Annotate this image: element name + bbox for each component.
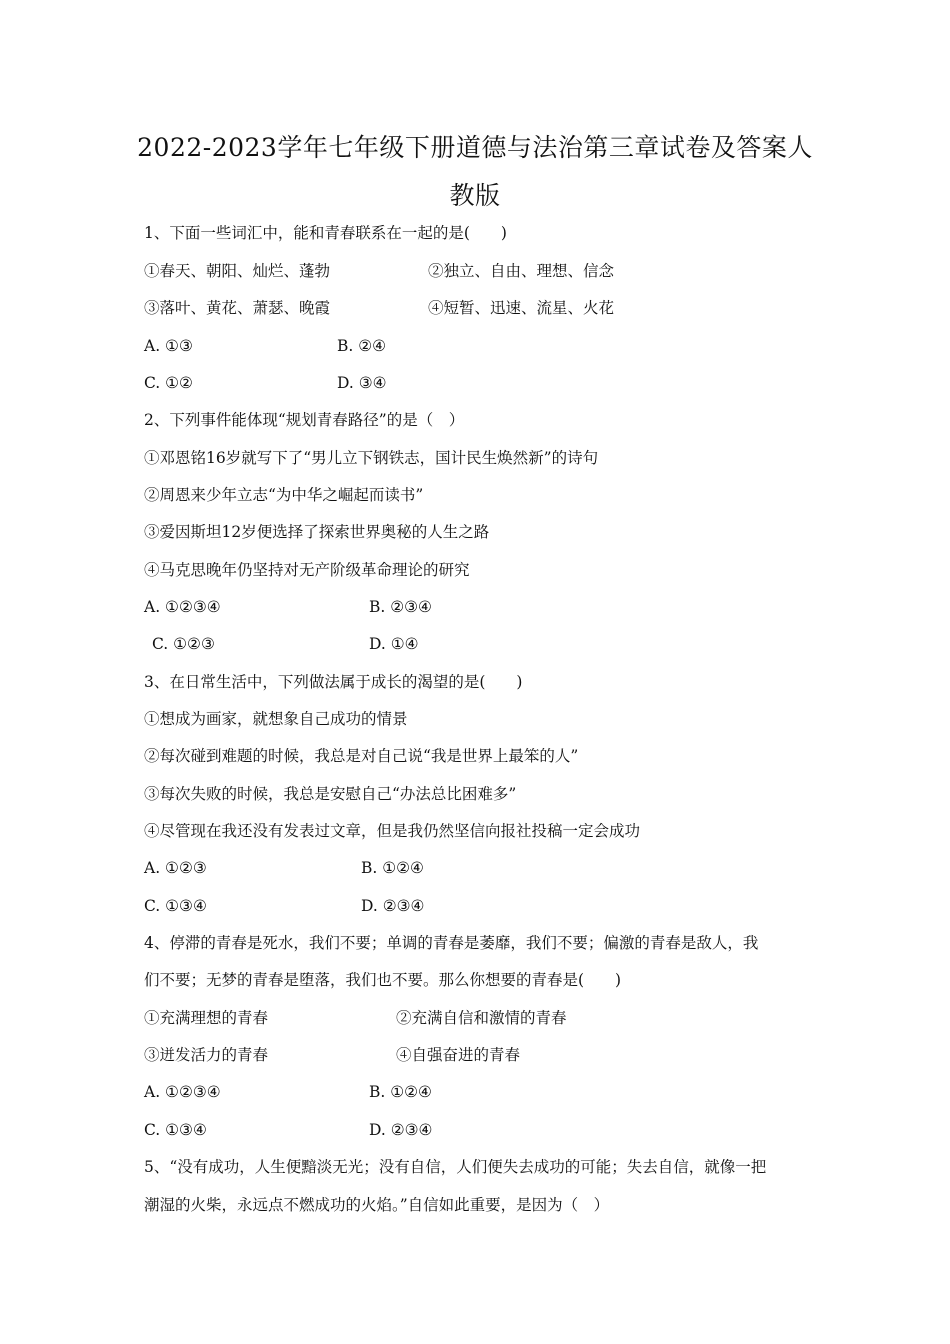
question-1-option-a: A. ①③ <box>144 337 193 355</box>
question-5-stem-line-2: 潮湿的火柴，永远点不燃成功的火焰。”自信如此重要，是因为（ ） <box>144 1196 610 1214</box>
question-4-option-c: C. ①③④ <box>144 1121 207 1139</box>
question-2-item-4: ④马克思晚年仍坚持对无产阶级革命理论的研究 <box>144 561 470 579</box>
question-3-item-4: ④尽管现在我还没有发表过文章，但是我仍然坚信向报社投稿一定会成功 <box>144 822 641 840</box>
document-title-line-2: 教版 <box>449 181 501 210</box>
question-2-option-c: C. ①②③ <box>152 635 215 653</box>
question-2-stem: 2、下列事件能体现“规划青春路径”的是（ ） <box>144 411 465 429</box>
question-1-stem: 1、下面一些词汇中，能和青春联系在一起的是( ) <box>144 224 507 242</box>
question-4-option-a: A. ①②③④ <box>144 1083 221 1101</box>
question-2-option-a: A. ①②③④ <box>144 598 221 616</box>
question-3-option-d: D. ②③④ <box>361 897 425 915</box>
question-3-item-3: ③每次失败的时候，我总是安慰自己“办法总比困难多” <box>144 785 517 803</box>
question-3-option-a: A. ①②③ <box>144 859 207 877</box>
question-3-option-c: C. ①③④ <box>144 897 207 915</box>
question-2-option-d: D. ①④ <box>369 635 419 653</box>
question-1-item-3: ③落叶、黄花、萧瑟、晚霞 <box>144 299 331 317</box>
question-3-item-1: ①想成为画家，就想象自己成功的情景 <box>144 710 408 728</box>
question-4-item-1: ①充满理想的青春 <box>144 1009 269 1027</box>
question-5-stem-line-1: 5、“没有成功，人生便黯淡无光；没有自信，人们便失去成功的可能；失去自信，就像一把 <box>144 1158 767 1176</box>
question-1-option-d: D. ③④ <box>337 374 387 392</box>
question-1-item-2: ②独立、自由、理想、信念 <box>428 262 615 280</box>
question-1-item-1: ①春天、朝阳、灿烂、蓬勃 <box>144 262 331 280</box>
question-2-item-1: ①邓恩铭16岁就写下了“男儿立下钢铁志，国计民生焕然新”的诗句 <box>144 449 599 467</box>
question-3-stem: 3、在日常生活中，下列做法属于成长的渴望的是( ) <box>144 673 523 691</box>
question-4-stem-line-2: 们不要；无梦的青春是堕落，我们也不要。那么你想要的青春是( ) <box>144 971 622 989</box>
question-1-option-c: C. ①② <box>144 374 193 392</box>
question-4-option-b: B. ①②④ <box>369 1083 432 1101</box>
question-2-option-b: B. ②③④ <box>369 598 432 616</box>
question-4-stem-line-1: 4、停滞的青春是死水，我们不要；单调的青春是萎靡，我们不要；偏激的青春是敌人，我 <box>144 934 759 952</box>
question-4-option-d: D. ②③④ <box>369 1121 433 1139</box>
question-3-option-b: B. ①②④ <box>361 859 424 877</box>
question-3-item-2: ②每次碰到难题的时候，我总是对自己说“我是世界上最笨的人” <box>144 747 579 765</box>
document-title-line-1: 2022-2023学年七年级下册道德与法治第三章试卷及答案人 <box>137 133 813 162</box>
question-2-item-3: ③爱因斯坦12岁便选择了探索世界奥秘的人生之路 <box>144 523 490 541</box>
question-4-item-3: ③迸发活力的青春 <box>144 1046 269 1064</box>
question-1-option-b: B. ②④ <box>337 337 387 355</box>
question-2-item-2: ②周恩来少年立志“为中华之崛起而读书” <box>144 486 424 504</box>
question-1-item-4: ④短暂、迅速、流星、火花 <box>428 299 615 317</box>
question-4-item-4: ④自强奋进的青春 <box>396 1046 521 1064</box>
question-4-item-2: ②充满自信和激情的青春 <box>396 1009 567 1027</box>
